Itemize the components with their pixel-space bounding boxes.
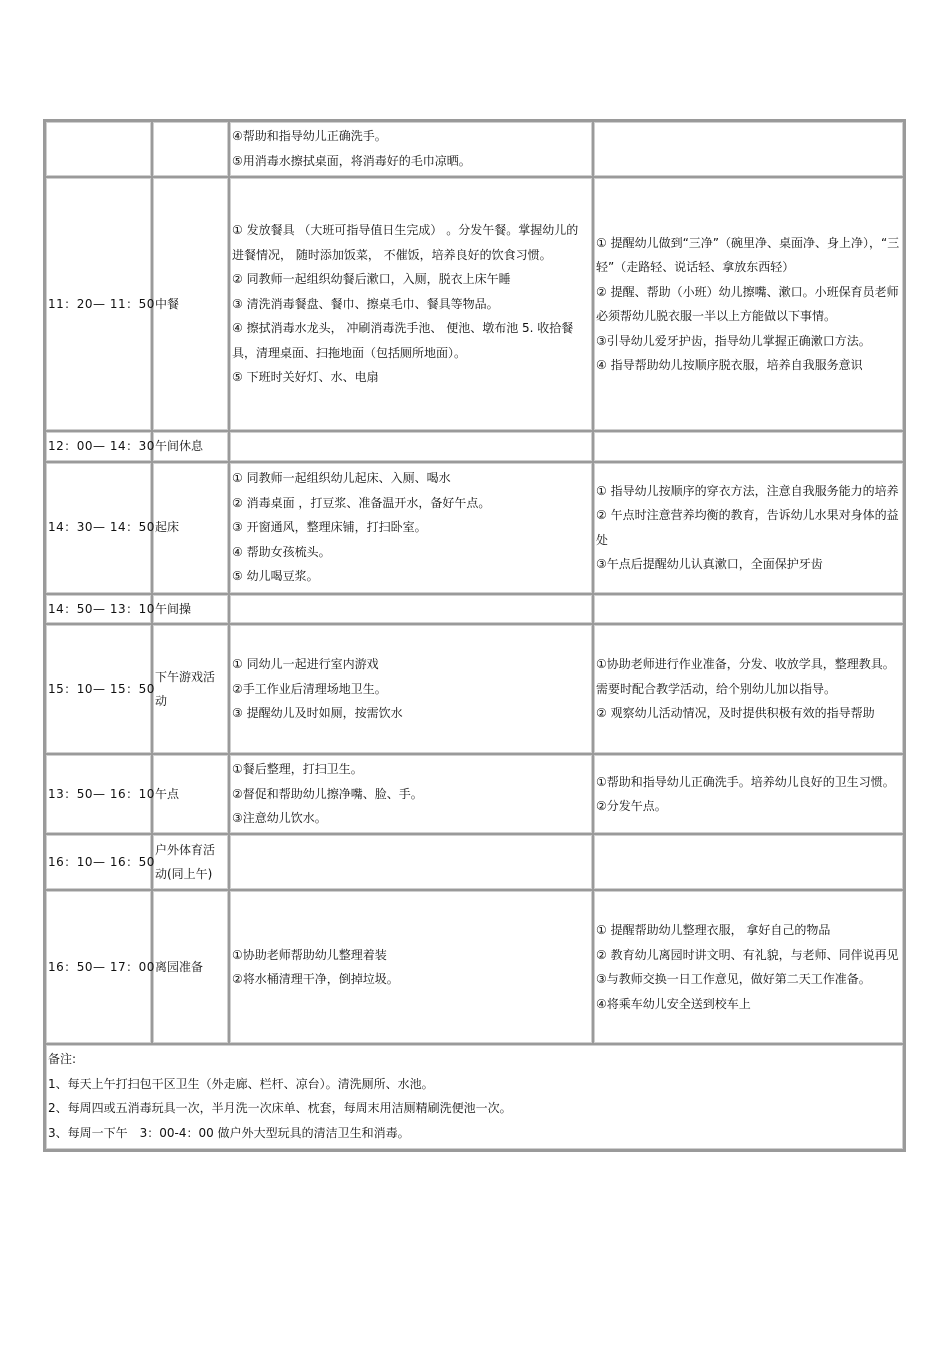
time-cell: 14：50— 13：10 [45,594,152,625]
guidance-item: ② 教育幼儿离园时讲文明、有礼貌，与老师、同伴说再见 [596,947,899,962]
notes-cell [45,1044,904,1150]
notes-item: 1、每天上午打扫包干区卫生（外走廊、栏杆、凉台）。清洗厕所、水池。 [48,1076,434,1091]
notes-title: 备注: [48,1052,77,1066]
table-row [45,594,904,625]
staff-duties-cell [229,594,593,625]
guidance-item: ② 午点时注意营养均衡的教育，告诉幼儿水果对身体的益处 [596,508,899,547]
activity-cell: 中餐 [152,177,229,431]
child-guidance-cell [593,177,904,431]
table-row [45,890,904,1044]
duty-item: ③ 清洗消毒餐盘、餐巾、擦桌毛巾、餐具等物品。 [232,296,499,311]
table-row [45,177,904,431]
guidance-item: ② 观察幼儿活动情况，及时提供积极有效的指导帮助 [596,706,875,721]
activity-cell: 户外体育活动(同上午) [152,834,229,890]
time-cell: 16：50— 17：00 [45,890,152,1044]
time-cell: 13：50— 16：10 [45,754,152,834]
child-guidance-cell [593,462,904,594]
duty-item: ③ 提醒幼儿及时如厕，按需饮水 [232,706,403,721]
activity-cell: 起床 [152,462,229,594]
child-guidance-cell [593,431,904,462]
activity-cell: 午间休息 [152,431,229,462]
guidance-item: ② 提醒、帮助（小班）幼儿擦嘴、漱口。小班保育员老师必须帮幼儿脱衣服一半以上方能做以下事情。 [596,284,899,323]
guidance-item: ②分发午点。 [596,799,667,813]
child-guidance-cell [593,754,904,834]
time-cell: 11：20— 11：50 [45,177,152,431]
staff-duties-cell [229,624,593,754]
staff-duties-cell [229,834,593,890]
notes-item: 2、每周四或五消毒玩具一次，半月洗一次床单、枕套，每周末用洁厕精刷洗便池一次。 [48,1101,512,1115]
duty-item: ① 同教师一起组织幼儿起床、入厕、喝水 [232,471,451,486]
notes-row [45,1044,904,1150]
duty-item: ⑤ 下班时关好灯、水、电扇 [232,370,379,385]
guidance-item: ① 指导幼儿按顺序的穿衣方法，注意自我服务能力的培养 [596,483,899,498]
duty-item: ②将水桶清理干净，倒掉垃圾。 [232,972,399,986]
duty-item: ① 发放餐具 （大班可指导值日生完成） 。分发午餐。掌握幼儿的进餐情况， 随时添加饭菜， 不催饭，培养良好的饮食习惯。 [232,223,579,262]
guidance-item: ④ 指导帮助幼儿按顺序脱衣服，培养自我服务意识 [596,358,863,372]
table-row [45,121,904,177]
guidance-item: ① 提醒帮助幼儿整理衣服， 拿好自己的物品 [596,923,831,937]
duty-item: ④帮助和指导幼儿正确洗手。 [232,129,387,143]
staff-duties-cell [229,431,593,462]
activity-cell: 下午游戏活动 [152,624,229,754]
notes-item: 3、每周一下午 3：00-4：00 做户外大型玩具的清洁卫生和消毒。 [48,1125,410,1140]
activity-cell: 离园准备 [152,890,229,1044]
duty-item: ⑤用消毒水擦拭桌面，将消毒好的毛巾凉晒。 [232,153,471,168]
duty-item: ①餐后整理，打扫卫生。 [232,762,363,777]
duty-item: ①协助老师帮助幼儿整理着装 [232,947,387,962]
guidance-item: ③引导幼儿爱牙护齿，指导幼儿掌握正确漱口方法。 [596,333,871,348]
staff-duties-cell [229,754,593,834]
guidance-item: ①协助老师进行作业准备，分发、收放学具，整理教具。需要时配合教学活动，给个别幼儿加以指导。 [596,657,895,696]
activity-cell [152,121,229,177]
duty-item: ③ 开窗通风，整理床铺，打扫卧室。 [232,520,427,535]
duty-item: ④ 擦拭消毒水龙头， 冲刷消毒洗手池、 便池、墩布池 5. 收拾餐具，清理桌面、扫拖地面（包括厕所地面）。 [232,321,574,360]
time-cell [45,121,152,177]
table-row [45,624,904,754]
duty-item: ① 同幼儿一起进行室内游戏 [232,657,379,672]
guidance-item: ① 提醒幼儿做到“三净”（碗里净、桌面净、身上净），“三轻”（走路轻、说话轻、拿放东西轻） [596,235,900,274]
duty-item: ⑤ 幼儿喝豆浆。 [232,569,319,584]
table-row [45,462,904,594]
daily-schedule-table [43,119,906,1152]
staff-duties-cell [229,462,593,594]
staff-duties-cell [229,890,593,1044]
activity-cell: 午间操 [152,594,229,625]
duty-item: ②督促和帮助幼儿擦净嘴、脸、手。 [232,786,423,801]
time-cell: 12：00— 14：30 [45,431,152,462]
table-row [45,431,904,462]
child-guidance-cell [593,890,904,1044]
guidance-item: ④将乘车幼儿安全送到校车上 [596,996,751,1011]
duty-item: ③注意幼儿饮水。 [232,811,327,826]
time-cell: 14：30— 14：50 [45,462,152,594]
duty-item: ②手工作业后清理场地卫生。 [232,681,387,696]
duty-item: ④ 帮助女孩梳头。 [232,544,331,559]
time-cell: 15：10— 15：50 [45,624,152,754]
child-guidance-cell [593,121,904,177]
child-guidance-cell [593,594,904,625]
table-row [45,834,904,890]
guidance-item: ①帮助和指导幼儿正确洗手。培养幼儿良好的卫生习惯。 [596,774,895,789]
time-cell: 16：10— 16：50 [45,834,152,890]
guidance-item: ③与教师交换一日工作意见，做好第二天工作准备。 [596,972,871,986]
staff-duties-cell [229,177,593,431]
staff-duties-cell [229,121,593,177]
duty-item: ② 消毒桌面 ，打豆浆、准备温开水，备好午点。 [232,495,491,510]
activity-cell: 午点 [152,754,229,834]
guidance-item: ③午点后提醒幼儿认真漱口，全面保护牙齿 [596,557,823,571]
duty-item: ② 同教师一起组织幼餐后漱口，入厕，脱衣上床午睡 [232,272,511,287]
table-row [45,754,904,834]
child-guidance-cell [593,624,904,754]
child-guidance-cell [593,834,904,890]
